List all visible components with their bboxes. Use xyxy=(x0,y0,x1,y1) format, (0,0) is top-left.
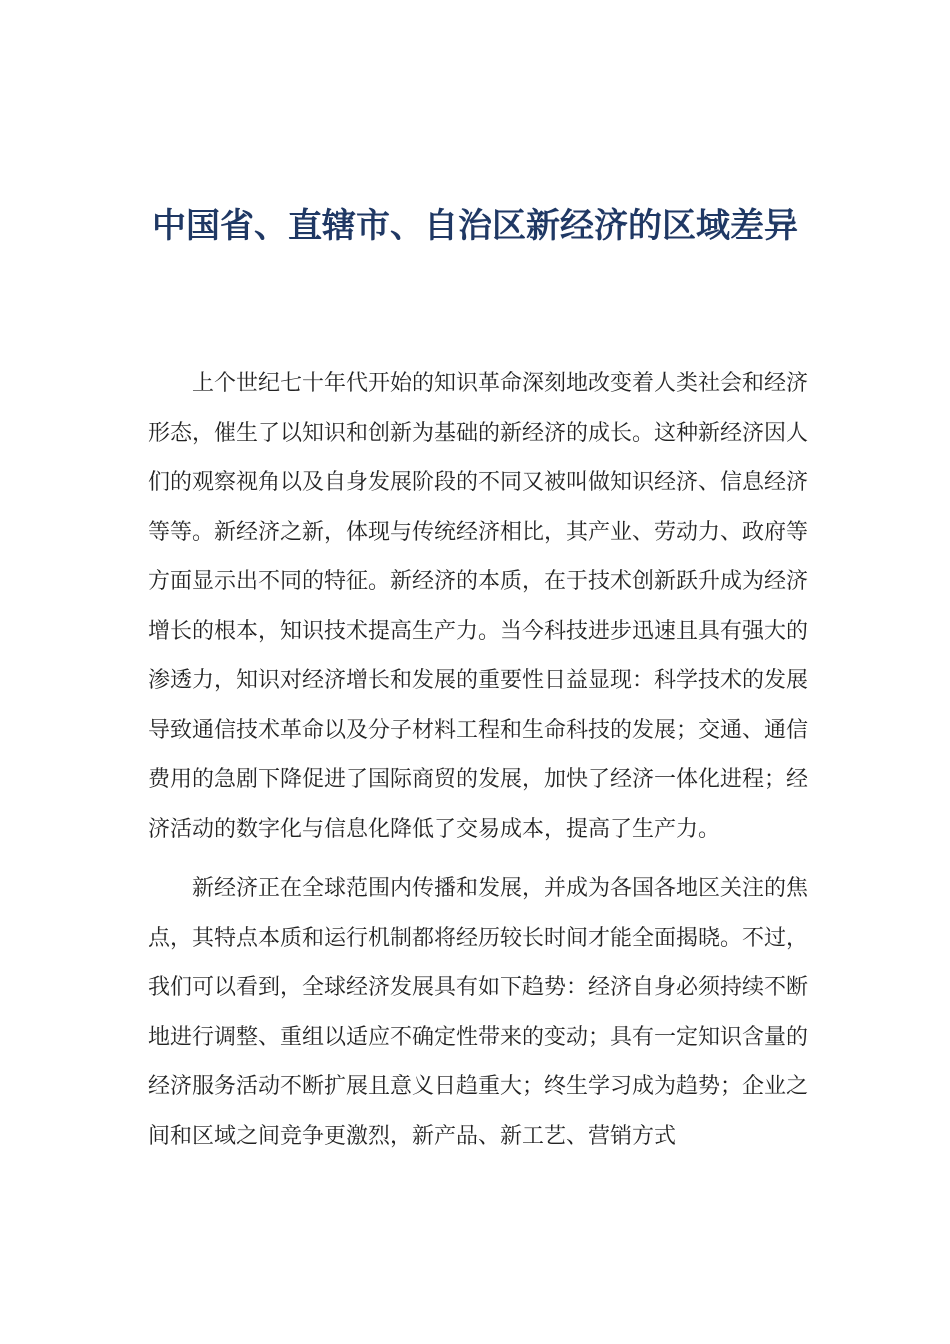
body-paragraph: 新经济正在全球范围内传播和发展，并成为各国各地区关注的焦点，其特点本质和运行机制都将经历较长时间才能全面揭晓。不过，我们可以看到，全球经济发展具有如下趋势：经济自身必须持续不断地进行调整、重组以适应不确定性带来的变动；具有一定知识含量的经济服务活动不断扩展且意义日趋重大；终生学习成为趋势；企业之间和区域之间竞争更激烈，新产品、新工艺、营销方式 xyxy=(148,876,809,1149)
body-paragraph: 上个世纪七十年代开始的知识革命深刻地改变着人类社会和经济形态，催生了以知识和创新为基础的新经济的成长。这种新经济因人们的观察视角以及自身发展阶段的不同又被叫做知识经济、信息经济等等。新经济之新，体现与传统经济相比，其产业、劳动力、政府等方面显示出不同的特征。新经济的本质，在于技术创新跃升成为经济增长的根本，知识技术提高生产力。当今科技进步迅速且具有强大的渗透力，知识对经济增长和发展的重要性日益显现：科学技术的发展导致通信技术革命以及分子材料工程和生命科技的发展；交通、通信费用的急剧下降促进了国际商贸的发展，加快了经济一体化进程；经济活动的数字化与信息化降低了交易成本，提高了生产力。 xyxy=(148,371,809,842)
document-title: 中国省、直辖市、自治区新经济的区域差异 xyxy=(152,206,798,246)
document-body xyxy=(148,359,808,1171)
